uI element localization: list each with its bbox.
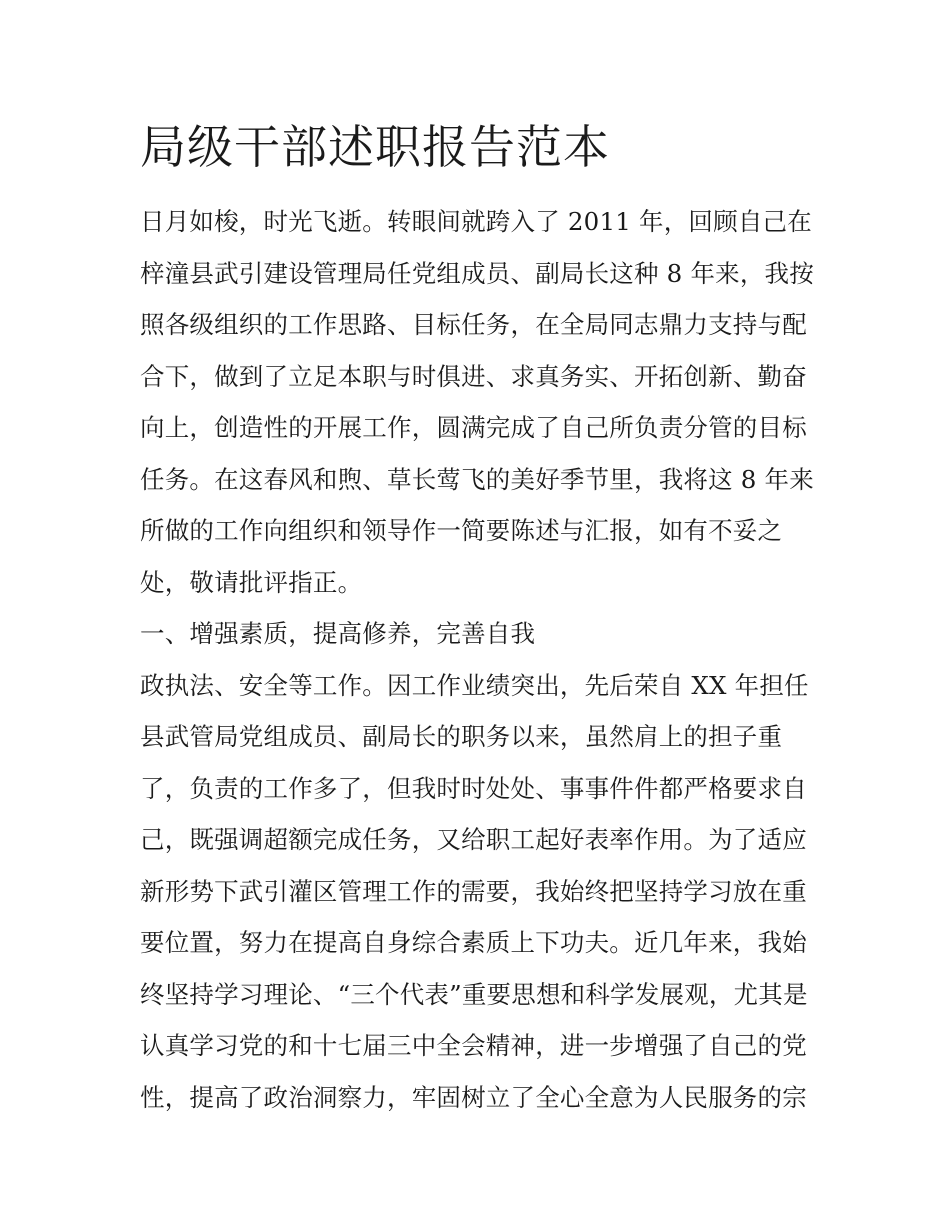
body-line: 所做的工作向组织和领导作一简要陈述与汇报，如有不妥之	[140, 516, 783, 545]
body-line: 照各级组织的工作思路、目标任务，在全局同志鼎力支持与配	[140, 310, 807, 339]
body-line: 县武管局党组成员、副局长的职务以来，虽然肩上的担子重	[140, 722, 783, 751]
body-line: 日月如梭，时光飞逝。转眼间就跨入了 2011 年，回顾自己在	[140, 207, 812, 236]
body-line: 任务。在这春风和煦、草长莺飞的美好季节里，我将这 8 年来	[140, 464, 814, 494]
body-line: 终坚持学习理论、“三个代表”重要思想和科学发展观，尤其是	[140, 979, 808, 1009]
body-line: 梓潼县武引建设管理局任党组成员、副局长这种 8 年来，我按	[140, 258, 814, 288]
document-title: 局级干部述职报告范本	[140, 120, 610, 174]
body-line: 性，提高了政治洞察力，牢固树立了全心全意为人民服务的宗	[140, 1082, 807, 1112]
document-body	[140, 196, 820, 1123]
body-line: 向上，创造性的开展工作，圆满完成了自己所负责分管的目标	[140, 413, 807, 442]
body-line: 了，负责的工作多了，但我时时处处、事事件件都严格要求自	[140, 773, 807, 803]
body-line: 处，敬请批评指正。	[140, 567, 363, 597]
section-heading: 一、增强素质，提高修养，完善自我	[140, 619, 536, 648]
body-line: 新形势下武引灌区管理工作的需要，我始终把坚持学习放在重	[140, 876, 807, 906]
body-line: 政执法、安全等工作。因工作业绩突出，先后荣自 XX 年担任	[140, 670, 809, 700]
body-line: 己，既强调超额完成任务，又给职工起好表率作用。为了适应	[140, 825, 807, 854]
body-line: 要位置，努力在提高自身综合素质上下功夫。近几年来，我始	[140, 928, 807, 957]
body-line: 合下，做到了立足本职与时俱进、求真务实、开拓创新、勤奋	[140, 361, 807, 391]
body-line: 认真学习党的和十七届三中全会精神，进一步增强了自己的党	[140, 1031, 807, 1060]
